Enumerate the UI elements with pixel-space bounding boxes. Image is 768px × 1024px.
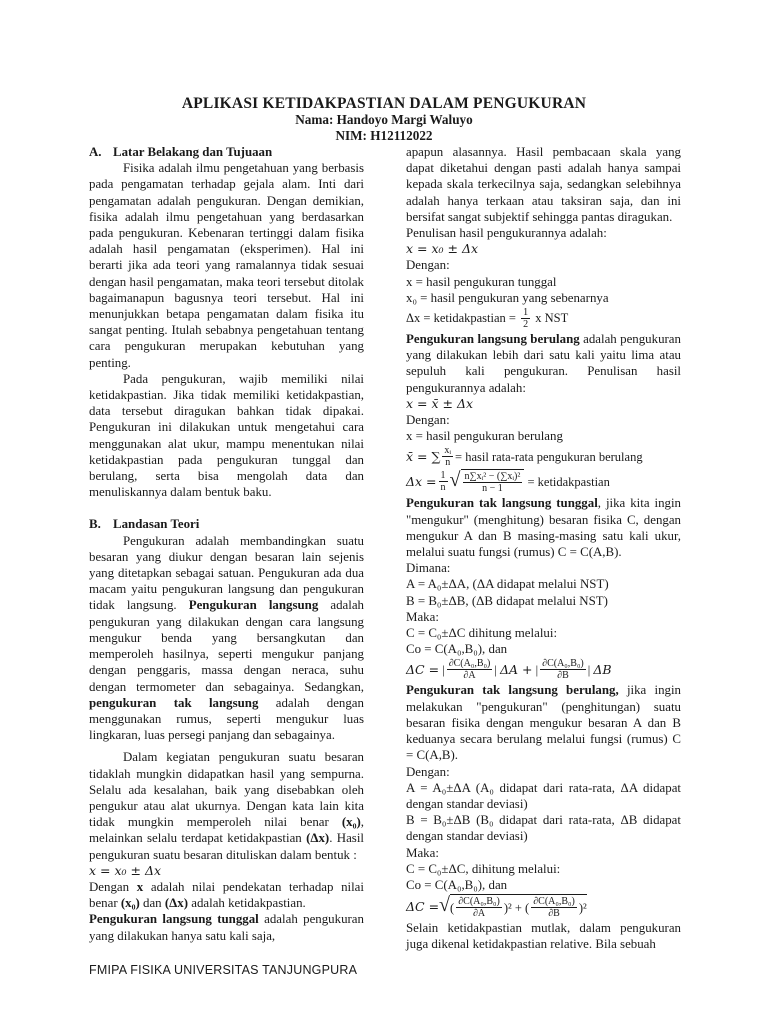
section-b-label: B. <box>89 517 101 532</box>
label-dimana: Dimana: <box>406 561 451 576</box>
section-b-heading <box>89 516 364 532</box>
section-b-title: Landasan Teori <box>113 517 200 532</box>
def-c0-single: Co = C(A₀,B₀), dan <box>406 642 508 657</box>
right-paragraph-1: apapun alasannya. Hasil pembacaan skala yang dapat diketahui dengan pasti adalah hanya sampai kepada skala terkecilnya saja, sedangkan selebihnya adalah hanya terkaan atau taksiran saja, dan ini bersifat sangat subjektif sehingga pantas diragukan. <box>406 145 681 224</box>
def-b-nst: B = B₀±ΔB, (ΔB didapat melalui NST) <box>406 593 608 608</box>
section-a-paragraph-1: Fisika adalah ilmu pengetahuan yang berbasis pada pengamatan terhadap gejala alam. Inti dari pengamatan adalah pengukuran. Dengan demikian, fisika adalah ilmu pengetahuan yang berdasarkan pada pengukuran. Kebenaran tertinggi dalam fisika adalah hasil pengamatan (eksperimen). Hal ini berarti jika ada teori yang ramalannya tidak sesuai dengan hasil pengamatan, maka teori tersebut ditolak bagaimanapun bagusnya teori tersebut. Hal ini menunjukkan betapa pengamatan dalam fisika itu sangat penting. Itulah sebabnya pengetahuan tentang cara pengukuran merupakan kebutuhan yang penting. <box>89 161 364 370</box>
def-c-repeated: C = C₀±ΔC, dihitung melalui: <box>406 861 561 876</box>
paper-title: APLIKASI KETIDAKPASTIAN DALAM PENGUKURAN <box>181 95 587 112</box>
right-paragraph-indirect-single: Pengukuran tak langsung tunggal, jika kita ingin "mengukur" (menghitung) besaran fisika C, dengan mengukur A dan B masing-masing satu kali ukur, melalui suatu fungsi (rumus) C = C(A,B). <box>406 496 681 560</box>
label-maka-2: Maka: <box>406 845 439 860</box>
def-x-single: x = hasil pengukuran tunggal <box>406 274 557 289</box>
formula-direct-single: x = x₀ ± Δx <box>406 241 479 257</box>
def-x0: x₀ = hasil pengukuran yang sebenarnya <box>406 290 609 305</box>
def-c0-repeated: Co = C(A₀,B₀), dan <box>406 877 508 892</box>
right-paragraph-2: Penulisan hasil pengukurannya adalah: <box>406 226 607 241</box>
section-b-paragraph-1: Pengukuran adalah membandingkan suatu besaran yang diukur dengan besaran lain sejenis yang ditetapkan sebagai satuan. Pengukuran ada dua macam yaitu pengukuran langsung dan pengukuran tidak langsung. Pengukuran langsung adalah pengukuran yang dilakukan dengan cara langsung mengukur benda yang bersangkutan dan memperoleh hasilnya, seperti mengukur panjang dengan penggaris, massa dengan neraca, suhu dengan termometer dan sebagainya. Sedangkan, pengukuran tak langsung adalah dengan menggunakan rumus, seperti mengukur luas lingkaran, luas persegi panjang dan sebagainya. <box>89 533 364 743</box>
formula-delta-c-single: ΔC = | $\frac{\text{∂C(A₀,B₀)}}{\partial A}$ | ΔA + | $\frac{\text{∂C(A₀,B₀)}}{\partial B}$ | ΔB <box>406 658 612 682</box>
author-nim: NIM: H12112022 <box>335 128 433 143</box>
def-x-repeated: x = hasil pengukuran berulang <box>406 429 563 444</box>
section-a-paragraph-2: Pada pengukuran, wajib memiliki nilai ketidakpastian. Jika tidak memiliki ketidakpastian, data tersebut diragukan bahkan tidak dipakai. Pengukuran ini dilakukan untuk mengetahui cara menggunakan alat ukur, mampu menentukan nilai ketidakpastian pada pengukuran tunggal dan berulang, serta bisa mengolah data dan menuliskannya dalam bentuk baku. <box>89 371 364 500</box>
def-c-single: C = C₀±ΔC dihitung melalui: <box>406 626 558 641</box>
label-dengan-2: Dengan: <box>406 413 450 428</box>
formula-std-uncertainty: Δx = $\frac{1}{n}$ √ $\frac{\text{n∑xᵢ² − (∑xᵢ)²}}{n - 1}$ = ketidakpastian <box>406 469 610 495</box>
def-a-stddev: A = A₀±ΔA (A₀ didapat dari rata-rata, ΔA didapat dengan standar deviasi) <box>406 780 681 811</box>
left-column <box>89 144 364 944</box>
section-b-paragraph-3: Dengan x adalah nilai pendekatan terhadap nilai benar (x₀) dan (Δx) adalah ketidakpastian. <box>89 879 364 911</box>
section-b-paragraph-2: Dalam kegiatan pengukuran suatu besaran tidaklah mungkin didapatkan hasil yang sempurna. Selalu ada kesalahan, baik yang disebabkan oleh pengukur atau alat ukurnya. Dengan kata lain kita tidak mungkin memperoleh nilai benar (x₀), melainkan selalu terdapat ketidakpastian (Δx). Hasil pengukuran suatu besaran dituliskan dalam bentuk : <box>89 750 364 862</box>
page-footer: FMIPA FISIKA UNIVERSITAS TANJUNGPURA <box>89 963 358 977</box>
right-column <box>406 144 681 953</box>
def-a-nst: A = A₀±ΔA, (ΔA didapat melalui NST) <box>406 577 609 592</box>
section-a-title: Latar Belakang dan Tujuaan <box>113 145 273 159</box>
formula-mean: x̄ = ∑ $\frac{\text{xᵢ}}{n}$ = hasil rata-rata pengukuran berulang <box>406 445 643 469</box>
label-maka: Maka: <box>406 609 439 624</box>
formula-direct-repeated: x = x̄ ± Δx <box>406 395 474 411</box>
right-paragraph-last: Selain ketidakpastian mutlak, dalam pengukuran juga dikenal ketidakpastian relative. Bila sebuah <box>406 921 681 952</box>
right-paragraph-indirect-repeated: Pengukuran tak langsung berulang, jika ingin melakukan "pengukuran" (penghitungan) suatu besaran fisika dengan mengukur besaran A dan B keduanya secara berulang melalui fungsi (rumus) C = C(A,B). <box>406 683 682 763</box>
def-delta-x-nst: Δx = ketidakpastian = $\frac{1}{2}$ x NST <box>406 307 569 331</box>
section-a-heading <box>89 144 364 160</box>
right-paragraph-berulang: Pengukuran langsung berulang adalah pengukuran yang dilakukan lebih dari satu kali yaitu lima atau sepuluh kali pengukuran. Penulisan hasil pengukurannya adalah: <box>406 332 681 395</box>
label-dengan-3: Dengan: <box>406 764 450 779</box>
formula-delta-c-repeated: ΔC = √ ( $\frac{\text{∂C(A₀,B₀)}}{\partial A}$ )² + ( $\frac{\text{∂C(A₀,B₀)}}{\partial B}$ )² <box>406 894 587 920</box>
formula-single: x = x₀ ± Δx <box>89 862 162 878</box>
section-b-paragraph-4: Pengukuran langsung tunggal adalah pengukuran yang dilakukan hanya satu kali saja, <box>89 912 364 943</box>
author-name: Nama: Handoyo Margi Waluyo <box>295 112 473 127</box>
section-a-label: A. <box>89 145 102 159</box>
label-dengan: Dengan: <box>406 258 450 273</box>
def-b-stddev: B = B₀±ΔB (B₀ didapat dari rata-rata, ΔB didapat dengan standar deviasi) <box>406 813 681 844</box>
